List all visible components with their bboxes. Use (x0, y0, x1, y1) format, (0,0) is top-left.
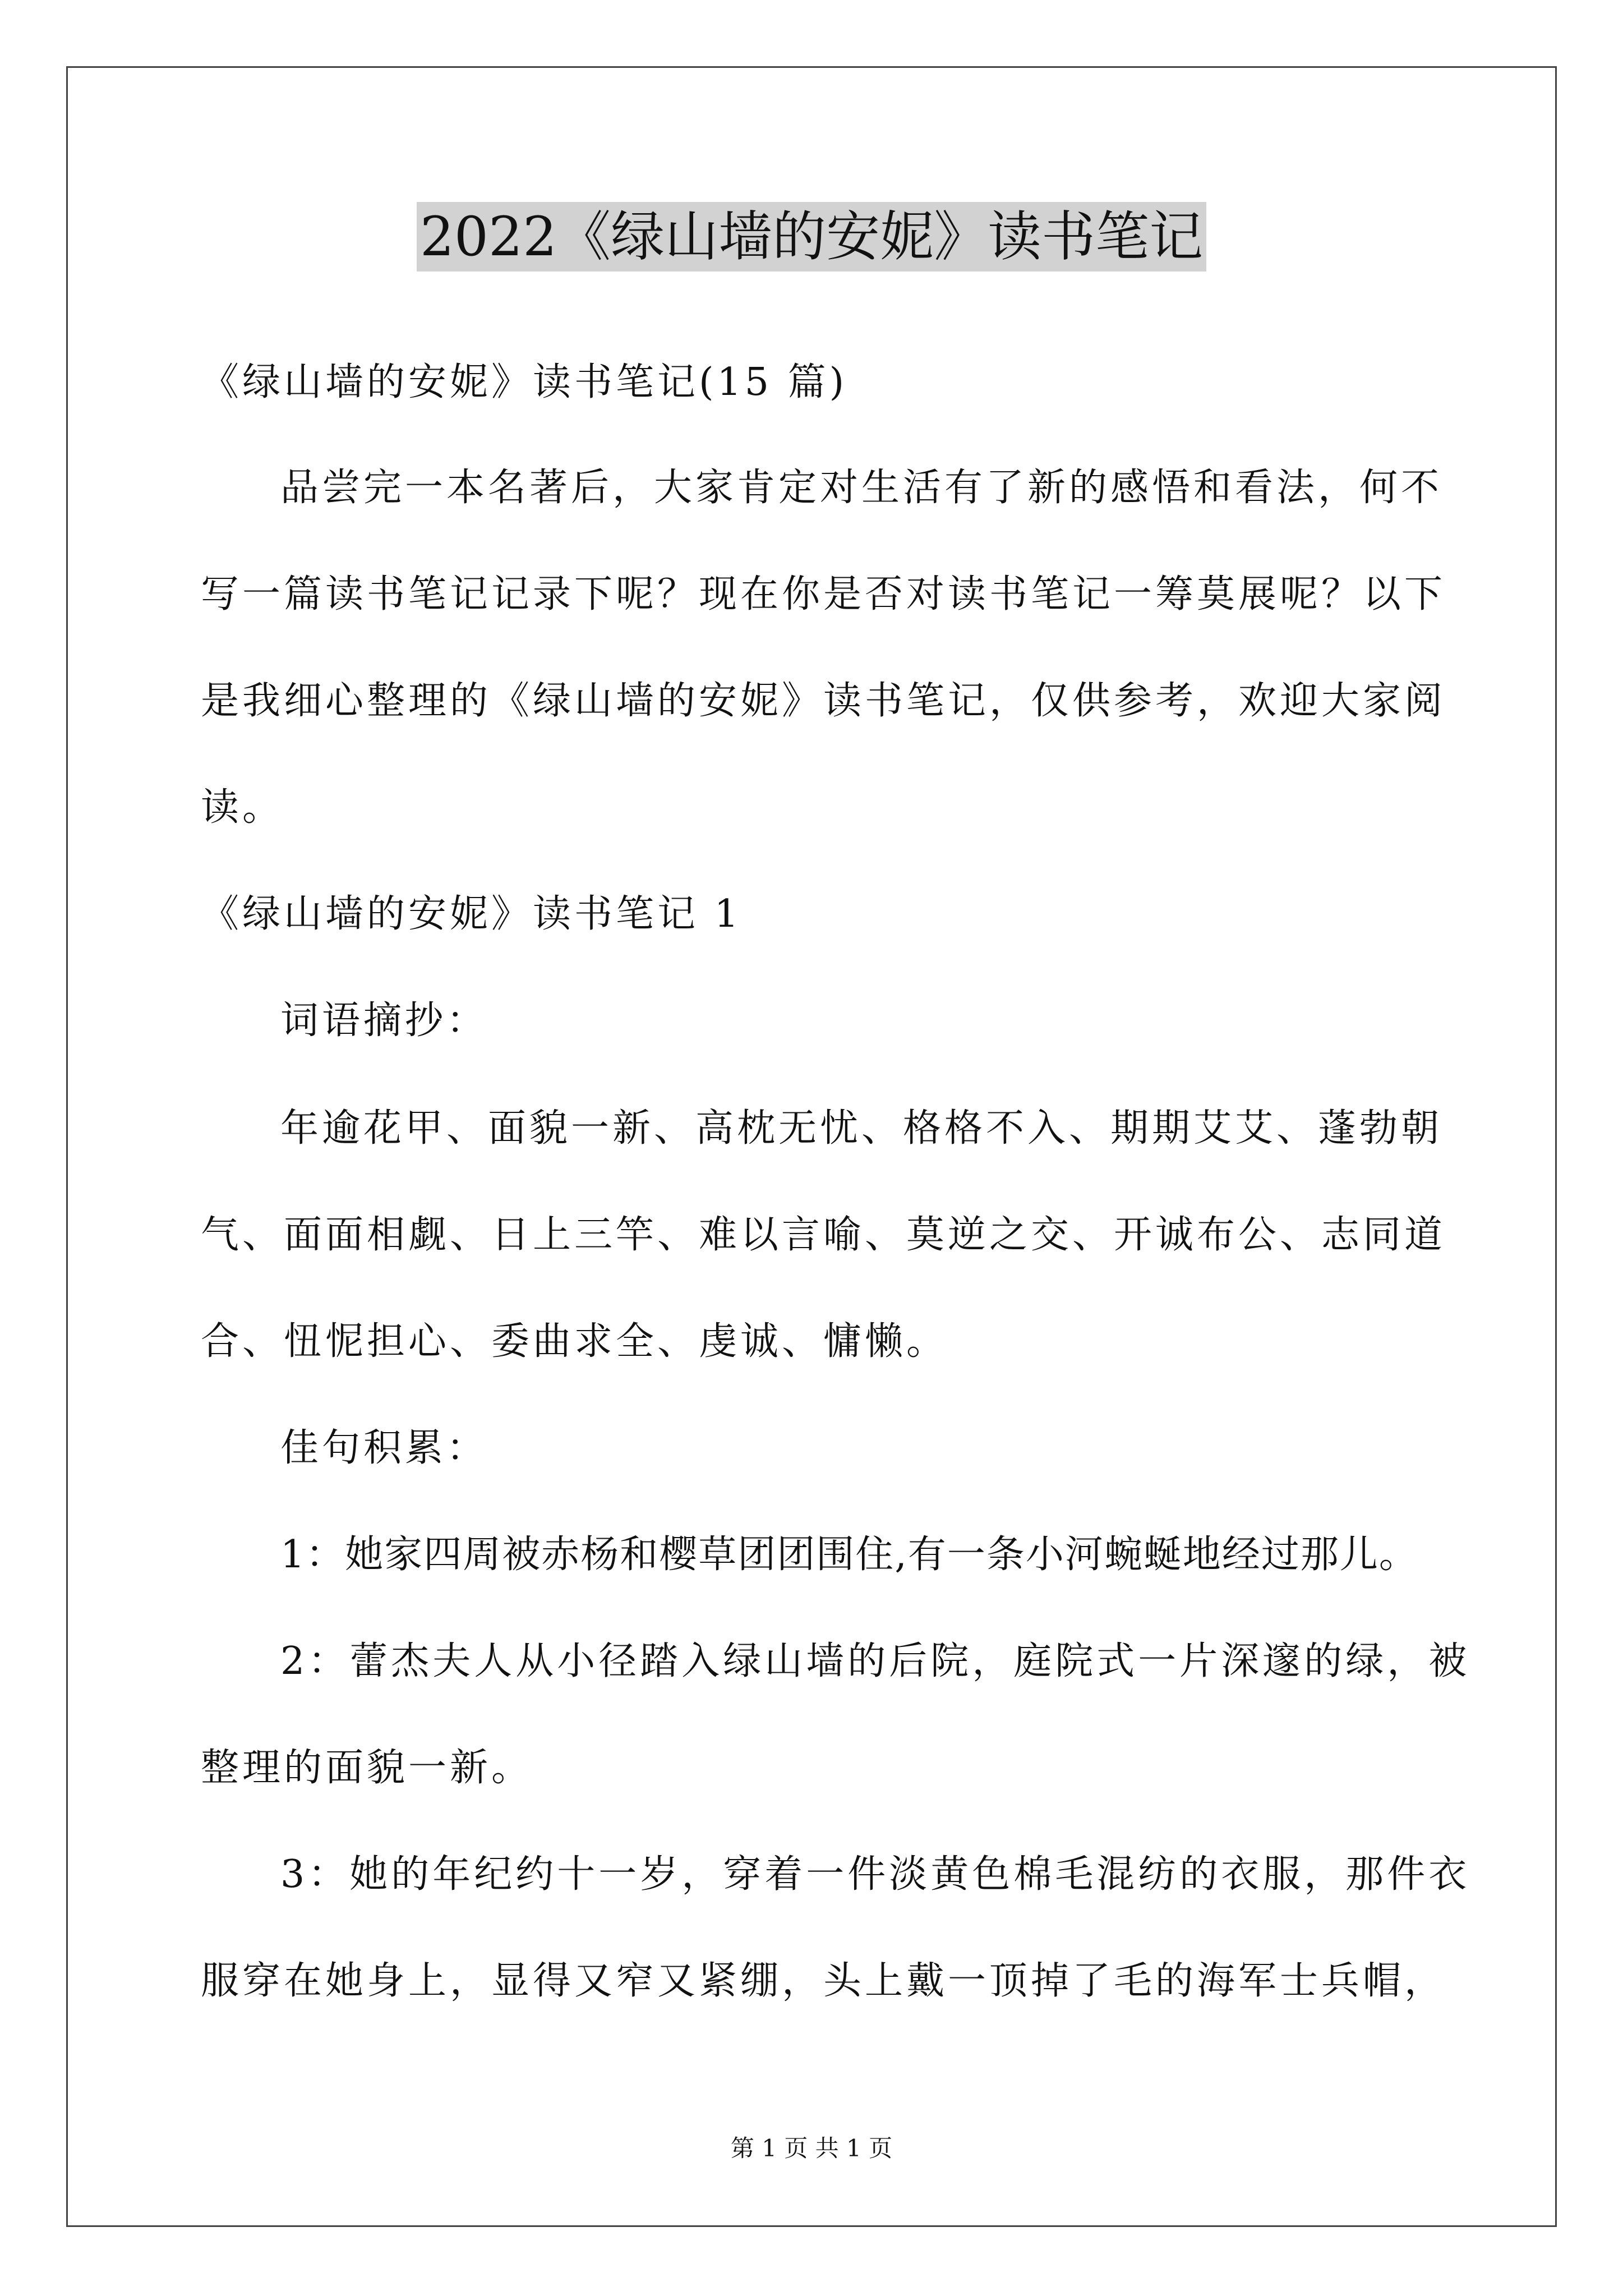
sentences-label: 佳句积累： (280, 1426, 488, 1470)
intro-line-2: 写一篇读书笔记记录下呢？现在你是否对读书笔记一筹莫展呢？以下 (201, 572, 1446, 616)
document-title-text: 2022《绿山墙的安妮》读书笔记 (417, 202, 1206, 272)
page-footer: 第 1 页 共 1 页 (730, 2134, 893, 2162)
document-subtitle: 《绿山墙的安妮》读书笔记(15 篇) (201, 360, 848, 404)
vocab-label: 词语摘抄： (280, 999, 488, 1043)
intro-line-1: 品尝完一本名著后，大家肯定对生活有了新的感悟和看法，何不 (280, 466, 1443, 510)
sentence-1: 1：她家四周被赤杨和樱草团团围住,有一条小河蜿蜒地经过那儿。 (280, 1533, 1418, 1577)
sentence-2-line-1: 2：蕾杰夫人从小径踏入绿山墙的后院，庭院式一片深邃的绿，被 (280, 1639, 1470, 1683)
intro-line-4: 读。 (201, 785, 284, 830)
vocab-line-3: 合、忸怩担心、委曲求全、虔诚、慵懒。 (201, 1319, 948, 1364)
vocab-line-2: 气、面面相觑、日上三竿、难以言喻、莫逆之交、开诚布公、志同道 (201, 1213, 1446, 1257)
section-heading: 《绿山墙的安妮》读书笔记 1 (201, 892, 742, 936)
intro-line-3: 是我细心整理的《绿山墙的安妮》读书笔记，仅供参考，欢迎大家阅 (201, 679, 1446, 723)
document-title (0, 197, 1623, 276)
sentence-3-line-2: 服穿在她身上，显得又窄又紧绷，头上戴一顶掉了毛的海军士兵帽， (201, 1959, 1446, 2003)
sentence-3-line-1: 3：她的年纪约十一岁，穿着一件淡黄色棉毛混纺的衣服，那件衣 (280, 1852, 1470, 1897)
sentence-2-line-2: 整理的面貌一新。 (201, 1746, 533, 1790)
vocab-line-1: 年逾花甲、面貌一新、高枕无忧、格格不入、期期艾艾、蓬勃朝 (280, 1106, 1443, 1151)
